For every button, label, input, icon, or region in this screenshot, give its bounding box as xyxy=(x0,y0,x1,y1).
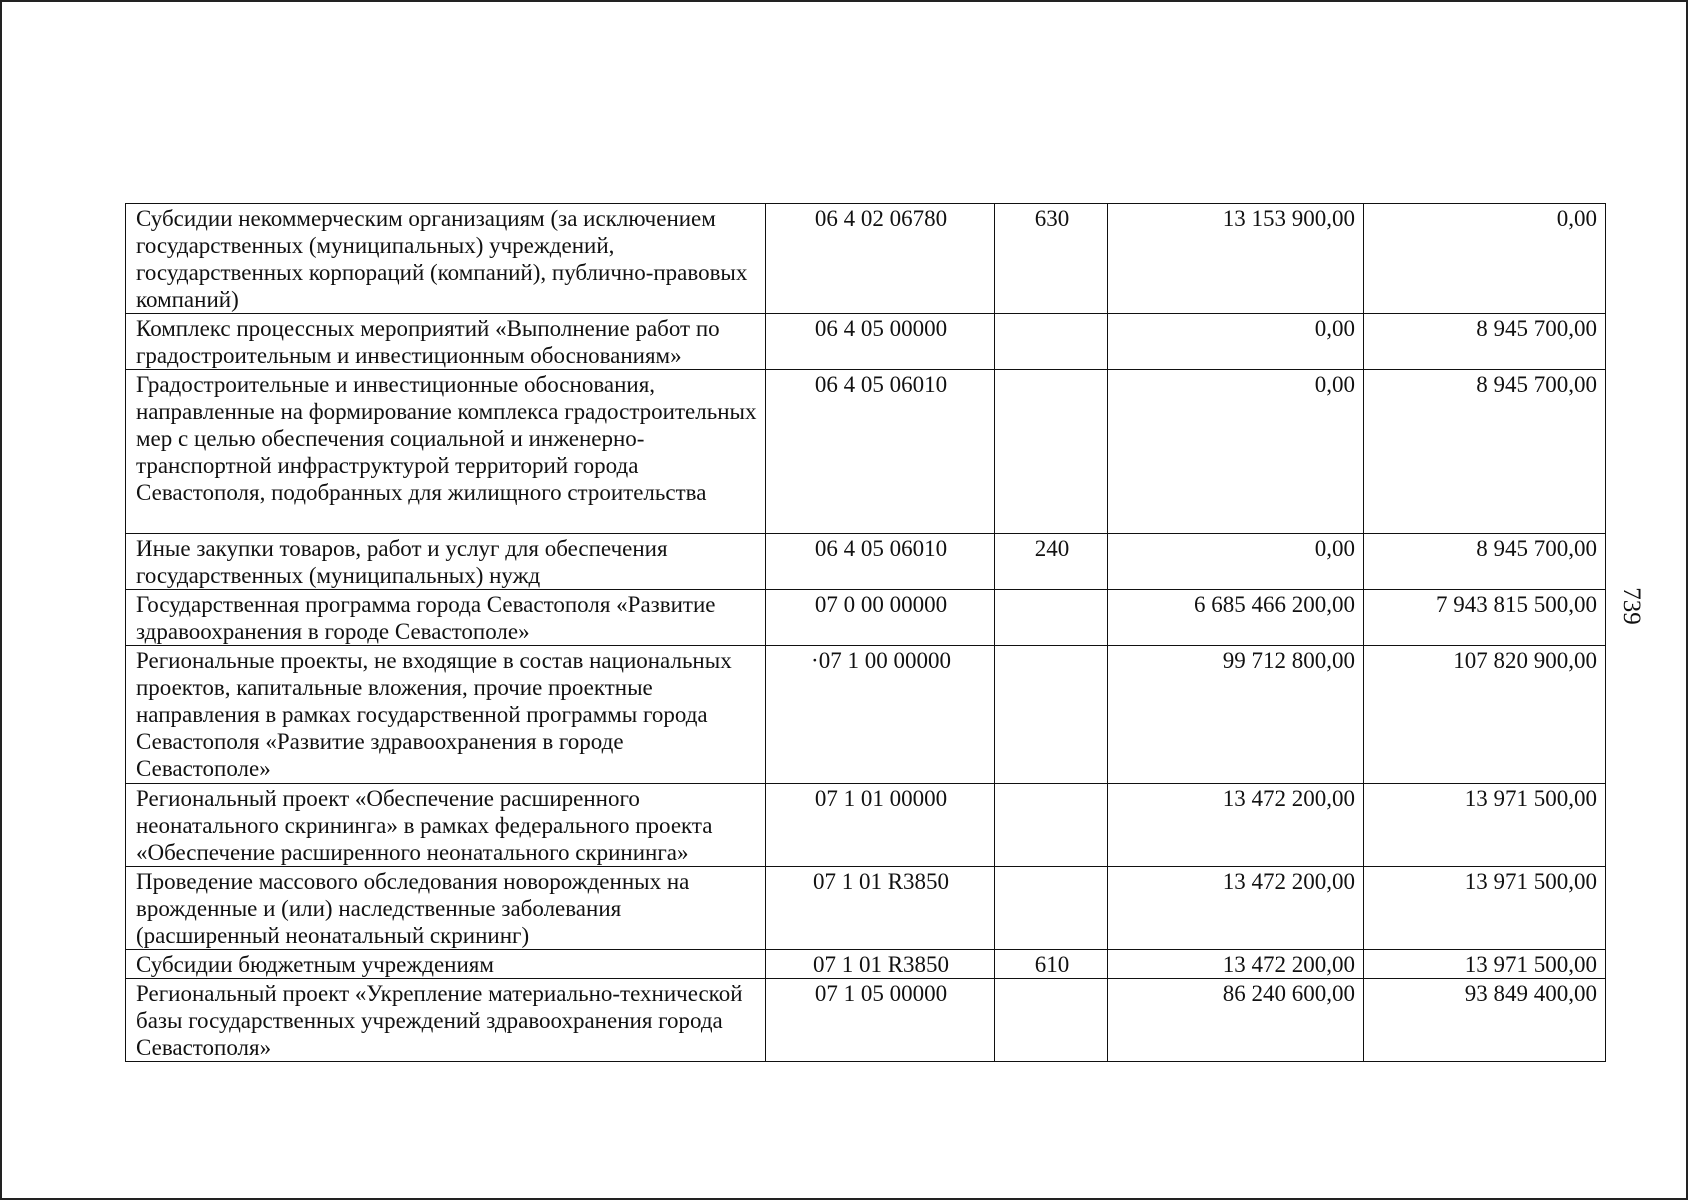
row-sum-1: 6 685 466 200,00 xyxy=(1108,590,1364,646)
row-code: 06 4 05 06010 xyxy=(766,370,995,534)
table-row xyxy=(126,590,1606,646)
row-name: Региональные проекты, не входящие в состав национальных проектов, капитальные вложения, прочие проектные направления в рамках государственной программы города Севастополя «Развитие здравоохранения в городе Севастополе» xyxy=(126,646,766,784)
table-row xyxy=(126,370,1606,534)
row-expense-type xyxy=(995,646,1108,784)
row-code: 06 4 05 00000 xyxy=(766,314,995,370)
row-sum-2: 8 945 700,00 xyxy=(1364,370,1606,534)
row-code: 06 4 02 06780 xyxy=(766,204,995,314)
row-sum-1: 86 240 600,00 xyxy=(1108,979,1364,1062)
row-sum-2: 8 945 700,00 xyxy=(1364,534,1606,590)
row-sum-2: 107 820 900,00 xyxy=(1364,646,1606,784)
row-code: ·07 1 00 00000 xyxy=(766,646,995,784)
row-code: 07 1 05 00000 xyxy=(766,979,995,1062)
table-row xyxy=(126,784,1606,867)
row-name: Государственная программа города Севастополя «Развитие здравоохранения в городе Севастополе» xyxy=(126,590,766,646)
row-name: Проведение массового обследования новорожденных на врожденные и (или) наследственные заболевания (расширенный неонатальный скрининг) xyxy=(126,867,766,950)
row-expense-type: 240 xyxy=(995,534,1108,590)
row-expense-type: 610 xyxy=(995,950,1108,979)
row-name: Субсидии некоммерческим организациям (за исключением государственных (муниципальных) учреждений, государственных корпораций (компаний), публично-правовых компаний) xyxy=(126,204,766,314)
table-row xyxy=(126,646,1606,784)
row-expense-type xyxy=(995,979,1108,1062)
row-code: 07 1 01 00000 xyxy=(766,784,995,867)
row-sum-1: 0,00 xyxy=(1108,370,1364,534)
row-name: Субсидии бюджетным учреждениям xyxy=(126,950,766,979)
row-expense-type xyxy=(995,314,1108,370)
row-name: Иные закупки товаров, работ и услуг для обеспечения государственных (муниципальных) нужд xyxy=(126,534,766,590)
row-expense-type: 630 xyxy=(995,204,1108,314)
row-sum-1: 13 472 200,00 xyxy=(1108,867,1364,950)
row-expense-type xyxy=(995,784,1108,867)
table-row xyxy=(126,534,1606,590)
row-sum-2: 7 943 815 500,00 xyxy=(1364,590,1606,646)
row-name: Градостроительные и инвестиционные обоснования, направленные на формирование комплекса градостроительных мер с целью обеспечения социальной и инженерно-транспортной инфраструктурой территорий города Севастополя, подобранных для жилищного строительства xyxy=(126,370,766,534)
row-sum-2: 13 971 500,00 xyxy=(1364,867,1606,950)
row-sum-2: 0,00 xyxy=(1364,204,1606,314)
row-name: Региональный проект «Обеспечение расширенного неонатального скрининга» в рамках федерального проекта «Обеспечение расширенного неонатального скрининга» xyxy=(126,784,766,867)
row-code: 07 1 01 R3850 xyxy=(766,950,995,979)
row-sum-1: 0,00 xyxy=(1108,314,1364,370)
table-row xyxy=(126,979,1606,1062)
row-sum-2: 13 971 500,00 xyxy=(1364,950,1606,979)
row-sum-2: 13 971 500,00 xyxy=(1364,784,1606,867)
row-sum-1: 13 153 900,00 xyxy=(1108,204,1364,314)
page-number: 739 xyxy=(1617,587,1645,625)
row-sum-1: 0,00 xyxy=(1108,534,1364,590)
budget-table xyxy=(125,203,1606,1062)
row-code: 07 0 00 00000 xyxy=(766,590,995,646)
row-name: Комплекс процессных мероприятий «Выполнение работ по градостроительным и инвестиционным обоснованиям» xyxy=(126,314,766,370)
row-sum-1: 13 472 200,00 xyxy=(1108,784,1364,867)
row-expense-type xyxy=(995,867,1108,950)
table-row xyxy=(126,950,1606,979)
row-code: 07 1 01 R3850 xyxy=(766,867,995,950)
table-row xyxy=(126,867,1606,950)
row-expense-type xyxy=(995,370,1108,534)
table-row xyxy=(126,204,1606,314)
row-sum-2: 93 849 400,00 xyxy=(1364,979,1606,1062)
row-sum-1: 99 712 800,00 xyxy=(1108,646,1364,784)
row-sum-2: 8 945 700,00 xyxy=(1364,314,1606,370)
row-sum-1: 13 472 200,00 xyxy=(1108,950,1364,979)
table-row xyxy=(126,314,1606,370)
row-expense-type xyxy=(995,590,1108,646)
row-code: 06 4 05 06010 xyxy=(766,534,995,590)
row-name: Региональный проект «Укрепление материально-технической базы государственных учреждений здравоохранения города Севастополя» xyxy=(126,979,766,1062)
